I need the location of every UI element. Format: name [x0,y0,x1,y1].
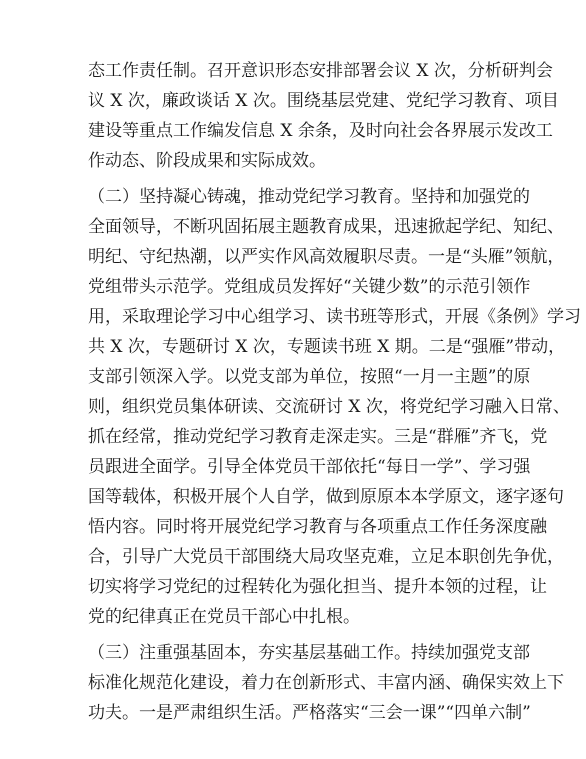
text-line: 员跟进全面学。引导全体党员干部依托“每日一学”、学习强 [88,457,531,477]
text-line: 用，采取理论学习中心组学习、读书班等形式，开展《条例》学习 [88,307,581,327]
text-line: 党的纪律真正在党员干部心中扎根。 [88,607,360,627]
text-line: 功夫。一是严肃组织生活。严格落实“三会一课”“四单六制” [88,703,531,723]
text-line: 合，引导广大党员干部围绕大局攻坚克难，立足本职创先争优， [88,547,564,567]
text-line: 则，组织党员集体研读、交流研讨 X 次，将党纪学习融入日常、 [88,397,570,417]
text-line: 态工作责任制。召开意识形态安排部署会议 X 次，分析研判会 [88,61,553,81]
paragraph-heading-line: （二）坚持凝心铸魂，推动党纪学习教育。坚持和加强党的 [88,187,530,207]
text-line: 支部引领深入学。以党支部为单位，按照“一月一主题”的原 [88,367,531,387]
text-line: 切实将学习党纪的过程转化为强化担当、提升本领的过程，让 [88,577,547,597]
text-line: 党组带头示范学。党组成员发挥好“关键少数”的示范引领作 [88,277,531,297]
text-line: 悟内容。同时将开展党纪学习教育与各项重点工作任务深度融 [88,517,547,537]
text-line: 标准化规范化建设，着力在创新形式、丰富内涵、确保实效上下 [88,673,564,693]
paragraph-heading-line: （三）注重强基固本，夯实基层基础工作。持续加强党支部 [88,643,530,663]
text-line: 抓在经常，推动党纪学习教育走深走实。三是“群雁”齐飞，党 [88,427,548,447]
text-line: 共 X 次，专题研讨 X 次，专题读书班 X 期。二是“强雁”带动， [88,337,566,357]
text-line: 建设等重点工作编发信息 X 余条，及时向社会各界展示发改工 [88,121,553,141]
text-line: 全面领导，不断巩固拓展主题教育成果，迅速掀起学纪、知纪、 [88,217,564,237]
text-line: 议 X 次，廉政谈话 X 次。围绕基层党建、党纪学习教育、项目 [88,91,559,111]
text-line: 明纪、守纪热潮，以严实作风高效履职尽责。一是“头雁”领航， [88,247,565,267]
text-line: 作动态、阶段成果和实际成效。 [88,151,326,171]
text-line: 国等载体，积极开展个人自学，做到原原本本学原文，逐字逐句 [88,487,564,507]
